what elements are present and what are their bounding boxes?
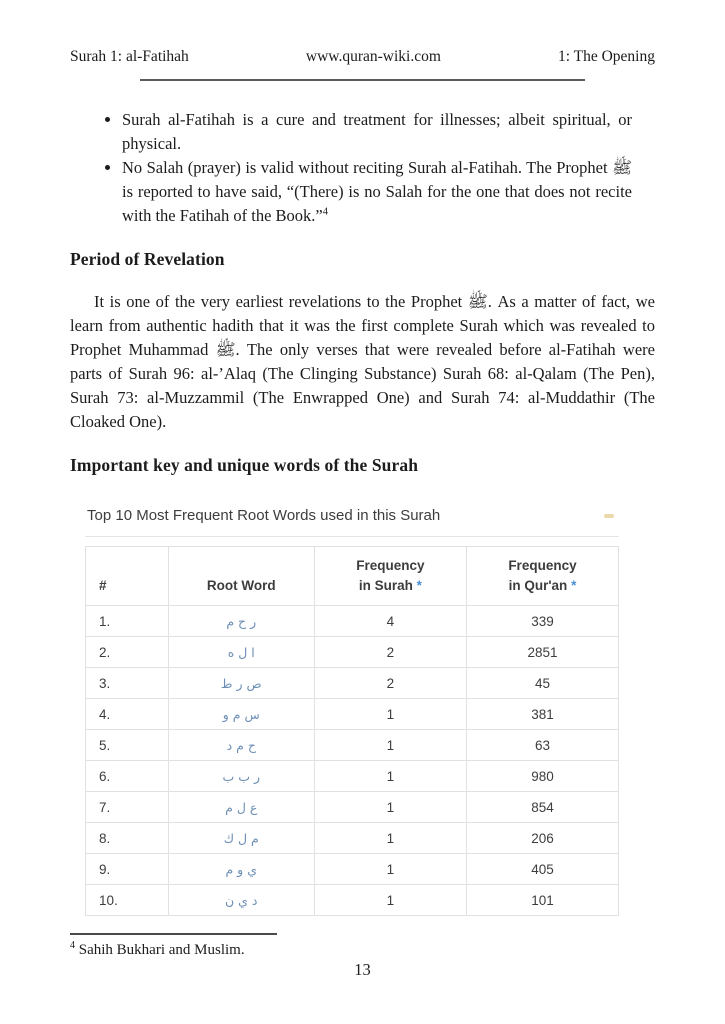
freq-surah-cell: 2	[314, 637, 466, 668]
freq-surah-cell: 1	[314, 730, 466, 761]
root-word-cell	[168, 730, 314, 761]
freq-surah-cell: 4	[314, 606, 466, 637]
table-header-row	[86, 547, 619, 606]
row-number-cell: 8.	[86, 823, 169, 854]
root-word-cell	[168, 792, 314, 823]
root-words-widget	[85, 502, 619, 916]
row-number-cell: 2.	[86, 637, 169, 668]
footnote-number: 4	[70, 940, 75, 952]
asterisk-marker: *	[571, 577, 577, 593]
root-word-link[interactable]: م ل ك	[223, 830, 259, 846]
freq-quran-cell: 63	[466, 730, 618, 761]
header-center-url: www.quran-wiki.com	[305, 48, 441, 65]
row-number-cell: 9.	[86, 854, 169, 885]
column-header-frequency-surah	[314, 547, 466, 606]
freq-quran-cell: 854	[466, 792, 618, 823]
root-word-cell	[168, 761, 314, 792]
list-item	[122, 156, 632, 228]
page-number: 13	[354, 960, 371, 980]
root-word-cell	[168, 854, 314, 885]
bullet-text: Surah al-Fatihah is a cure and treatment for illnesses; albeit spiritual, or physical.	[122, 110, 632, 153]
row-number-cell: 10.	[86, 885, 169, 916]
row-number-cell: 4.	[86, 699, 169, 730]
column-header-frequency-quran	[466, 547, 618, 606]
period-of-revelation-paragraph: It is one of the very earliest revelations to the Prophet ﷺ. As a matter of fact, we learn from authentic hadith that it was the first complete Surah which was revealed to Prophet Muhammad ﷺ. The only verses that were revealed before al-Fatihah were parts of Surah 96: al-’Alaq (The Clinging Substance) Surah 68: al-Qalam (The Pen), Surah 73: al-Muzzammil (The Enwrapped One) and Surah 74: al-Muddathir (The Cloaked One).	[70, 292, 655, 431]
page-header	[70, 48, 655, 66]
root-word-link[interactable]: ي و م	[225, 861, 257, 877]
column-header-line: Frequency	[356, 558, 425, 573]
freq-surah-cell: 1	[314, 792, 466, 823]
freq-surah-cell: 1	[314, 761, 466, 792]
root-word-cell	[168, 699, 314, 730]
table-row	[86, 823, 619, 854]
root-word-cell	[168, 823, 314, 854]
root-word-cell	[168, 885, 314, 916]
row-number-cell: 6.	[86, 761, 169, 792]
row-number-cell: 7.	[86, 792, 169, 823]
table-row	[86, 761, 619, 792]
bullet-text: No Salah (prayer) is valid without reciting Surah al-Fatihah. The Prophet ﷺ is reported to have said, “(There) is no Salah for the one that does not recite with the Fatihah of the Book.”	[122, 158, 632, 225]
freq-quran-cell: 206	[466, 823, 618, 854]
freq-surah-cell: 1	[314, 823, 466, 854]
widget-title: Top 10 Most Frequent Root Words used in this Surah	[87, 507, 441, 524]
column-header-line: Frequency	[508, 558, 577, 573]
table-row	[86, 854, 619, 885]
row-number-cell: 1.	[86, 606, 169, 637]
root-word-link[interactable]: ح م د	[226, 737, 256, 753]
freq-quran-cell: 101	[466, 885, 618, 916]
sort-indicator-icon	[604, 514, 614, 518]
freq-surah-cell: 2	[314, 668, 466, 699]
bullet-list	[70, 108, 632, 228]
row-number-cell: 5.	[86, 730, 169, 761]
freq-surah-cell: 1	[314, 885, 466, 916]
root-word-link[interactable]: ا ل ه	[227, 644, 255, 660]
root-word-link[interactable]: ر ب ب	[222, 768, 260, 784]
section-heading-key-words: Important key and unique words of the Surah	[70, 455, 419, 475]
root-word-link[interactable]: ع ل م	[225, 799, 258, 815]
freq-quran-cell: 2851	[466, 637, 618, 668]
root-word-cell	[168, 606, 314, 637]
section-heading-period-of-revelation: Period of Revelation	[70, 249, 225, 269]
freq-quran-cell: 339	[466, 606, 618, 637]
freq-quran-cell: 381	[466, 699, 618, 730]
freq-surah-cell: 1	[314, 699, 466, 730]
table-row	[86, 885, 619, 916]
header-divider	[140, 79, 585, 81]
footnote-block	[70, 933, 655, 959]
freq-quran-cell: 45	[466, 668, 618, 699]
footnote	[70, 940, 655, 959]
table-row	[86, 699, 619, 730]
row-number-cell: 3.	[86, 668, 169, 699]
column-header-line: in Qur'an	[508, 577, 568, 593]
widget-titlebar	[85, 502, 619, 537]
root-word-link[interactable]: س م و	[222, 706, 260, 722]
root-words-table	[85, 546, 619, 916]
table-row	[86, 606, 619, 637]
freq-quran-cell: 980	[466, 761, 618, 792]
root-word-link[interactable]: ر ح م	[226, 613, 257, 629]
header-right-title: 1: The Opening	[557, 48, 655, 65]
footnote-text: Sahih Bukhari and Muslim.	[75, 942, 245, 959]
freq-surah-cell: 1	[314, 854, 466, 885]
header-left-title: Surah 1: al-Fatihah	[70, 48, 189, 65]
root-word-link[interactable]: د ي ن	[224, 892, 258, 908]
freq-quran-cell: 405	[466, 854, 618, 885]
column-header-number: #	[86, 547, 169, 606]
footnote-divider	[70, 933, 277, 935]
root-word-cell	[168, 637, 314, 668]
column-header-root-word: Root Word	[168, 547, 314, 606]
asterisk-marker: *	[416, 577, 422, 593]
table-row	[86, 792, 619, 823]
footnote-reference: 4	[322, 206, 328, 218]
table-row	[86, 637, 619, 668]
table-row	[86, 730, 619, 761]
table-row	[86, 668, 619, 699]
column-header-line: in Surah	[358, 577, 413, 593]
root-word-link[interactable]: ص ر ط	[220, 675, 262, 691]
list-item	[122, 108, 632, 156]
root-word-cell	[168, 668, 314, 699]
